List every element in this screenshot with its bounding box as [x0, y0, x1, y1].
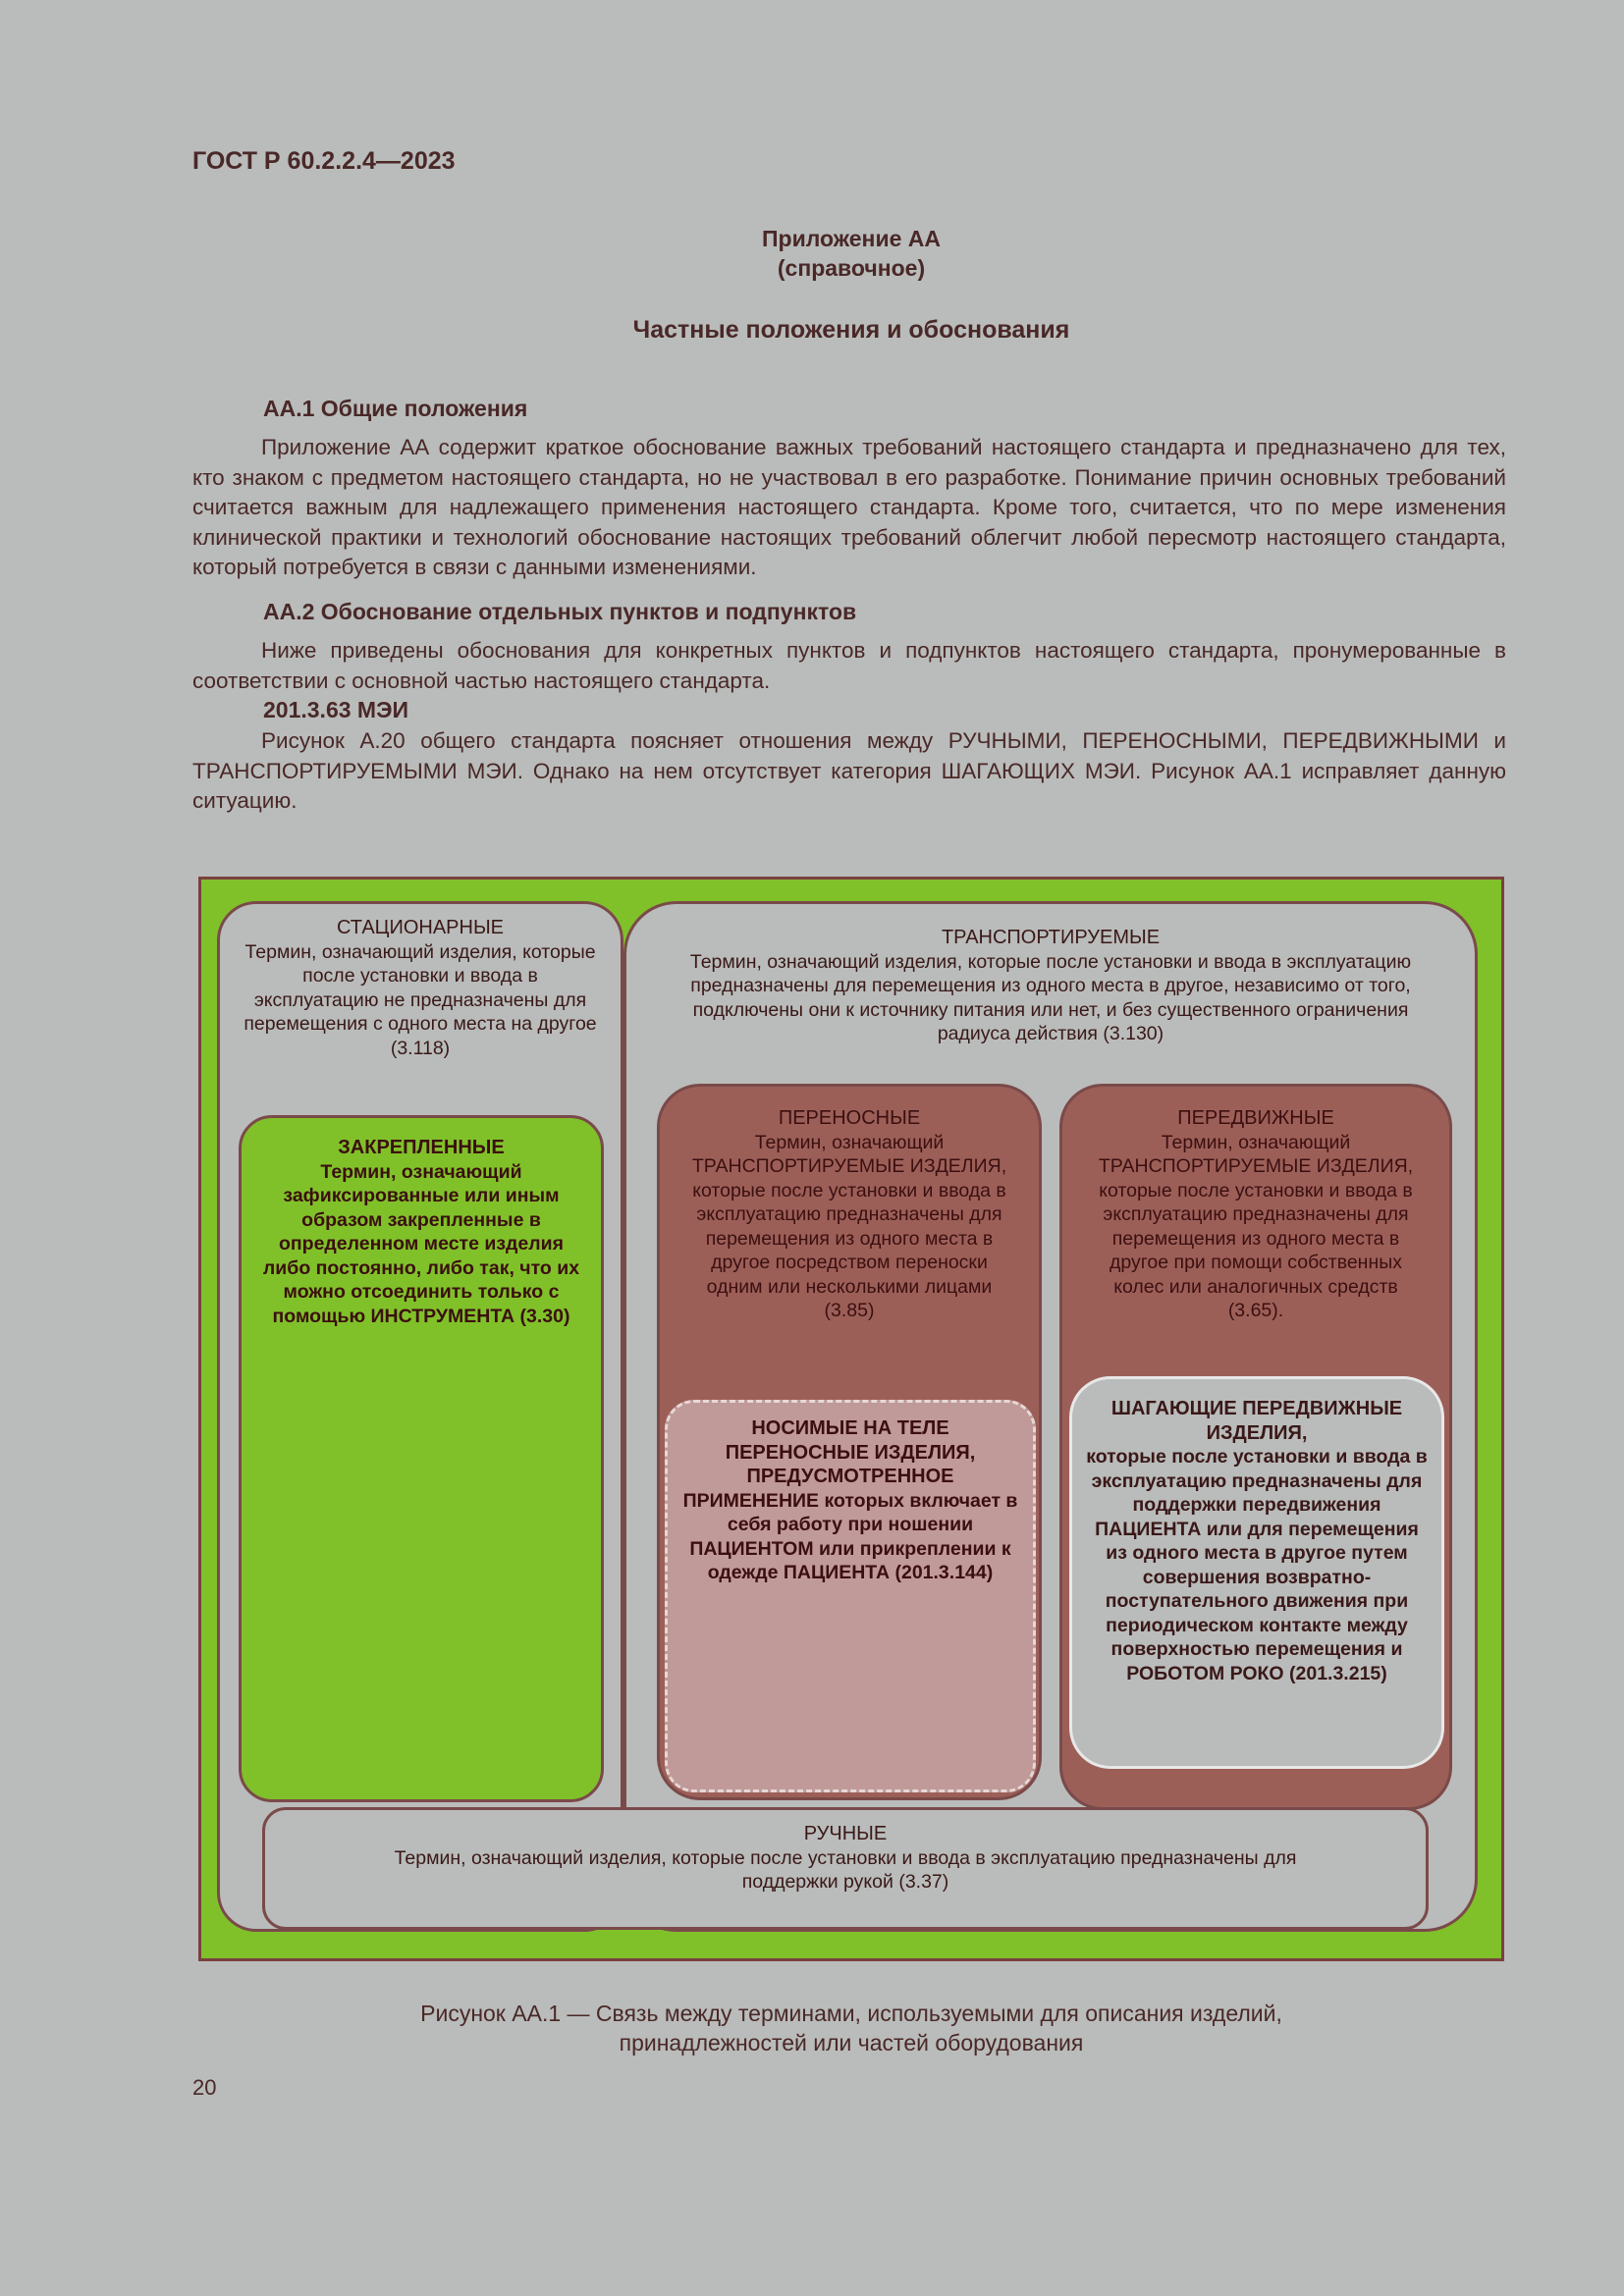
box-walking — [1069, 1376, 1444, 1769]
figure-caption-line1: Рисунок АА.1 — Связь между терминами, используемыми для описания изделий, — [420, 2001, 1282, 2026]
item-heading: 201.3.63 МЭИ — [263, 697, 408, 722]
box-portable-text: Термин, означающий ТРАНСПОРТИРУЕМЫЕ ИЗДЕЛИЯ, которые после установки и ввода в эксплуатацию предназначены для перемещения из одного места в другое посредством переноски одним или несколькими лицами (3.85) — [691, 1131, 1007, 1321]
box-stationary-text: Термин, означающий изделия, которые после установки и ввода в эксплуатацию не предназначены для перемещения с одного места на другое (3.118) — [244, 940, 597, 1059]
section-text-aa1 — [192, 433, 1506, 583]
section-text-aa2-content: Ниже приведены обоснования для конкретных пунктов и подпунктов настоящего стандарта, пронумерованные в соответствии с основной частью настоящего стандарта. — [192, 638, 1506, 693]
box-mobile-title: ПЕРЕДВИЖНЫЕ — [1177, 1107, 1334, 1129]
box-mobile-text: Термин, означающий ТРАНСПОРТИРУЕМЫЕ ИЗДЕЛИЯ, которые после установки и ввода в эксплуатацию предназначены для перемещения из одного места в другое при помощи собственных колес или аналогичных средств (3.65). — [1098, 1131, 1414, 1321]
section-heading-aa1: АА.1 Общие положения — [263, 396, 528, 421]
box-portable-title: ПЕРЕНОСНЫЕ — [778, 1107, 921, 1129]
section-heading-aa2: АА.2 Обоснование отдельных пунктов и подпунктов — [263, 599, 857, 624]
section-text-aa2 — [192, 636, 1506, 696]
annex-label — [0, 224, 1624, 283]
box-transportable-title: ТРАНСПОРТИРУЕМЫЕ — [941, 927, 1161, 948]
box-hand-held-text: Термин, означающий изделия, которые после установки и ввода в эксплуатацию предназначены для поддержки рукой (3.37) — [394, 1846, 1297, 1893]
terms-diagram — [198, 877, 1504, 1961]
item-text — [192, 726, 1506, 817]
annex-number: Приложение АА — [761, 226, 941, 251]
item-text-content: Рисунок А.20 общего стандарта поясняет отношения между РУЧНЫМИ, ПЕРЕНОСНЫМИ, ПЕРЕДВИЖНЫМИ и ТРАНСПОРТИРУЕМЫМИ МЭИ. Однако на нем отсутствует категория ШАГАЮЩИХ МЭИ. Рисунок АА.1 исправляет данную ситуацию. — [192, 728, 1506, 813]
box-body-worn — [665, 1400, 1036, 1792]
figure-caption — [0, 1999, 1624, 2057]
page-number: 20 — [192, 2075, 217, 2100]
section-text-aa1-content: Приложение АА содержит краткое обоснование важных требований настоящего стандарта и предназначено для тех, кто знаком с предметом настоящего стандарта, но не участвовал в его разработке. Понимание причин основных требований считается важным для надлежащего применения настоящего стандарта. Кроме того, считается, что по мере изменения клинической практики и технологий обоснование настоящих требований облегчит любой пересмотр настоящего стандарта, который потребуется в связи с данными изменениями. — [192, 435, 1506, 579]
box-stationary-title: СТАЦИОНАРНЫЕ — [336, 917, 504, 938]
box-transportable-text: Термин, означающий изделия, которые после установки и ввода в эксплуатацию предназначены для перемещения из одного места в другое, независимо от того, подключены они к источнику питания или нет, и без существенного ограничения радиуса действия (3.130) — [689, 950, 1412, 1044]
box-fixed — [239, 1115, 604, 1802]
box-hand-held-title: РУЧНЫЕ — [803, 1823, 888, 1844]
box-walking-title: ШАГАЮЩИЕ ПЕРЕДВИЖНЫЕ ИЗДЕЛИЯ, — [1110, 1398, 1403, 1444]
annex-title: Частные положения и обоснования — [632, 316, 1070, 344]
box-body-worn-text: ПРИМЕНЕНИЕ которых включает в себя работу при ношении ПАЦИЕНТОМ или прикреплении к одежде ПАЦИЕНТА (201.3.144) — [682, 1489, 1018, 1583]
box-walking-text: которые после установки и ввода в эксплуатацию предназначены для поддержки передвижения ПАЦИЕНТА или для перемещения из одного места в другое путем совершения возвратно-поступательного движения при периодическом контакте между поверхностью перемещения и РОБОТОМ РОКО (201.3.215) — [1086, 1446, 1428, 1684]
box-fixed-title: ЗАКРЕПЛЕННЫЕ — [338, 1137, 505, 1158]
annex-kind: (справочное) — [777, 255, 926, 281]
figure-caption-line2: принадлежностей или частей оборудования — [619, 2030, 1084, 2056]
box-fixed-text: Термин, означающий зафиксированные или иным образом закрепленные в определенном месте изделия либо постоянно, либо так, что их можно отсоединить только с помощью ИНСТРУМЕНТА (3.30) — [262, 1160, 580, 1327]
box-hand-held — [262, 1807, 1429, 1930]
box-body-worn-title: НОСИМЫЕ НА ТЕЛЕ ПЕРЕНОСНЫЕ ИЗДЕЛИЯ, ПРЕДУСМОТРЕННОЕ — [725, 1417, 976, 1487]
document-id: ГОСТ Р 60.2.2.4—2023 — [192, 147, 456, 175]
